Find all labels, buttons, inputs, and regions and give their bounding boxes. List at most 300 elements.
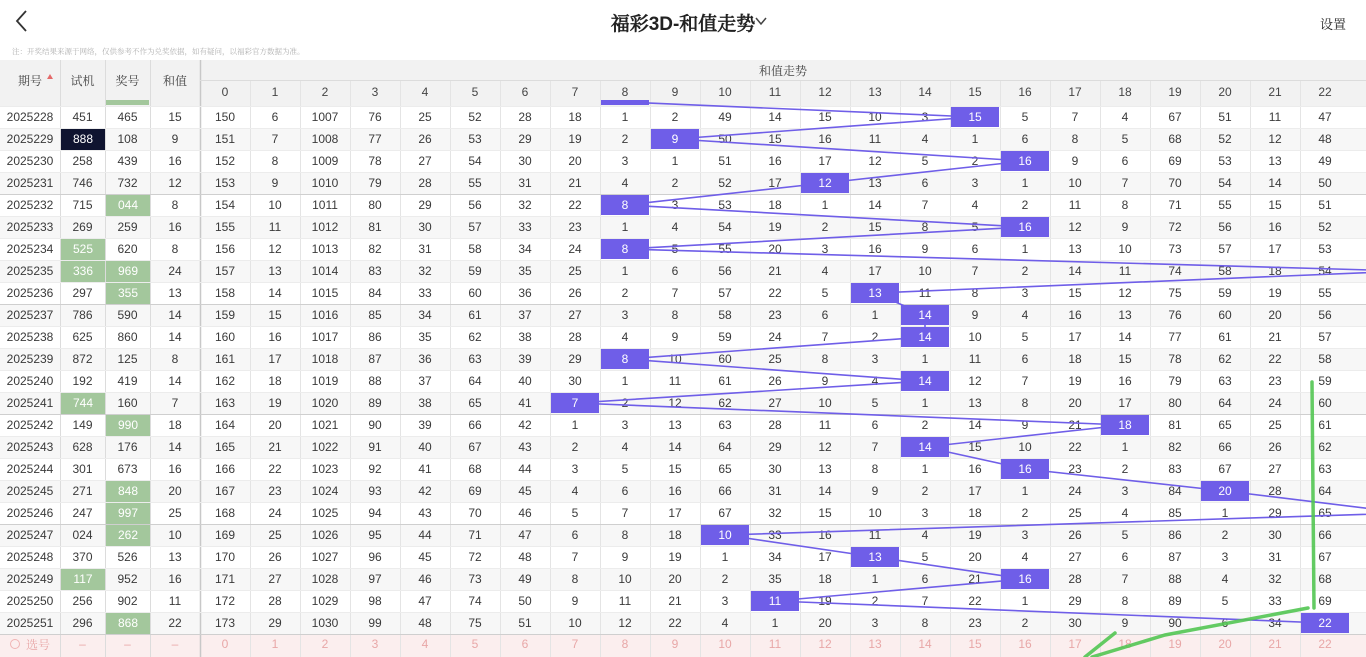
- omission-cell: 88: [368, 374, 382, 388]
- omission-cell: 33: [1268, 594, 1282, 608]
- omission-cell: 1007: [311, 110, 339, 124]
- omission-cell: 159: [214, 308, 236, 322]
- sum-col-13: 13: [868, 85, 882, 99]
- omission-cell: 28: [418, 176, 432, 190]
- settings-button[interactable]: 设置: [1319, 17, 1346, 32]
- omission-cell: 16: [268, 330, 282, 344]
- omission-cell: 26: [568, 286, 582, 300]
- omission-cell: 153: [214, 176, 236, 190]
- omission-cell: 85: [1168, 506, 1182, 520]
- omission-cell: 27: [418, 154, 432, 168]
- omission-cell: 156: [214, 242, 236, 256]
- test-number: 872: [72, 352, 93, 366]
- omission-cell: 81: [1168, 418, 1182, 432]
- omission-cell: 20: [268, 418, 282, 432]
- omission-cell: 2: [1021, 264, 1029, 278]
- sum-value: 9: [171, 132, 179, 146]
- omission-cell: 66: [718, 484, 732, 498]
- omission-cell: 1: [771, 616, 779, 630]
- omission-cell: 45: [518, 484, 532, 498]
- omission-cell: 3: [921, 506, 929, 520]
- omission-cell: 33: [768, 528, 782, 542]
- omission-cell: 19: [1268, 286, 1282, 300]
- omission-cell: 2: [1121, 462, 1129, 476]
- omission-cell: 54: [1318, 264, 1332, 278]
- table-row: [0, 194, 1366, 216]
- omission-cell: 2: [671, 110, 679, 124]
- sum-trend-group-title: 和值走势: [758, 63, 807, 78]
- omission-cell: 58: [1218, 264, 1232, 278]
- omission-cell: 17: [968, 484, 982, 498]
- select-number-9[interactable]: 9: [671, 637, 679, 651]
- omission-cell: 1010: [311, 176, 339, 190]
- omission-cell: 66: [468, 418, 482, 432]
- omission-cell: 31: [768, 484, 782, 498]
- omission-cell: 6: [671, 264, 679, 278]
- table-row: [0, 436, 1366, 458]
- omission-cell: 19: [768, 220, 782, 234]
- sum-value: 8: [171, 242, 179, 256]
- accent-strip: [106, 100, 149, 105]
- omission-cell: 18: [668, 528, 682, 542]
- omission-cell: 88: [1168, 572, 1182, 586]
- omission-cell: 29: [568, 352, 582, 366]
- omission-cell: 11: [818, 418, 832, 432]
- omission-cell: 3: [871, 616, 879, 630]
- omission-cell: 1: [1021, 176, 1029, 190]
- omission-cell: 1017: [311, 330, 339, 344]
- omission-cell: 24: [1068, 484, 1082, 498]
- omission-cell: 29: [268, 616, 282, 630]
- omission-cell: 61: [1318, 418, 1332, 432]
- issue-number: 2025237: [6, 308, 54, 322]
- test-number: 258: [72, 154, 93, 168]
- table-row: [0, 568, 1366, 590]
- omission-cell: 63: [468, 352, 482, 366]
- omission-cell: 4: [921, 528, 929, 542]
- omission-cell: 30: [568, 374, 582, 388]
- select-number-5[interactable]: 5: [471, 637, 479, 651]
- omission-cell: 11: [1268, 110, 1282, 124]
- issue-number: 2025246: [6, 506, 54, 520]
- omission-cell: 30: [518, 154, 532, 168]
- test-number: 625: [72, 330, 93, 344]
- omission-cell: 64: [468, 374, 482, 388]
- omission-cell: 72: [1168, 220, 1182, 234]
- omission-cell: 29: [418, 198, 432, 212]
- omission-cell: 1014: [311, 264, 339, 278]
- omission-cell: 19: [1068, 374, 1082, 388]
- test-number: 024: [72, 528, 93, 542]
- issue-number: 2025239: [6, 352, 54, 366]
- test-number: 888: [61, 128, 105, 150]
- table-row: [0, 590, 1366, 612]
- test-number: 336: [61, 260, 105, 282]
- winning-number: 465: [117, 110, 138, 124]
- omission-cell: 1029: [311, 594, 339, 608]
- select-number-1[interactable]: 1: [271, 637, 279, 651]
- issue-number: 2025249: [6, 572, 54, 586]
- omission-cell: 64: [1318, 484, 1332, 498]
- omission-cell: 63: [1218, 374, 1232, 388]
- test-header: 试机: [70, 73, 95, 88]
- omission-cell: 151: [214, 132, 236, 146]
- winning-number: 125: [117, 352, 138, 366]
- omission-cell: 87: [1168, 550, 1182, 564]
- omission-cell: 2: [1021, 198, 1029, 212]
- omission-cell: 81: [368, 220, 382, 234]
- omission-cell: 18: [1068, 352, 1082, 366]
- omission-cell: 87: [368, 352, 382, 366]
- omission-cell: 57: [718, 286, 732, 300]
- omission-cell: 21: [968, 572, 982, 586]
- select-number-2[interactable]: 2: [321, 637, 329, 651]
- omission-cell: 47: [1318, 110, 1332, 124]
- omission-cell: 77: [368, 132, 382, 146]
- omission-cell: 60: [1218, 308, 1232, 322]
- omission-cell: 13: [1118, 308, 1132, 322]
- omission-cell: 57: [468, 220, 482, 234]
- omission-cell: 66: [1318, 528, 1332, 542]
- test-number: 525: [61, 238, 105, 260]
- omission-cell: 9: [1121, 220, 1129, 234]
- omission-cell: 17: [868, 264, 882, 278]
- omission-cell: 11: [918, 286, 932, 300]
- omission-cell: 71: [468, 528, 482, 542]
- omission-cell: 15: [768, 132, 782, 146]
- issue-number: 2025245: [6, 484, 54, 498]
- test-number: 301: [72, 462, 93, 476]
- omission-cell: 48: [418, 616, 432, 630]
- omission-cell: 15: [1268, 198, 1282, 212]
- table-row: [0, 480, 1366, 502]
- omission-cell: 9: [1121, 616, 1129, 630]
- omission-cell: 21: [1068, 418, 1082, 432]
- omission-cell: 1016: [311, 308, 339, 322]
- omission-cell: 6: [1221, 616, 1229, 630]
- table-row: [0, 238, 1366, 260]
- omission-cell: 34: [1268, 616, 1282, 630]
- circle-icon: [10, 639, 20, 649]
- omission-cell: 1: [1021, 594, 1029, 608]
- omission-cell: 52: [1218, 132, 1232, 146]
- omission-cell: 1: [621, 110, 629, 124]
- omission-cell: 8: [1021, 396, 1029, 410]
- sum-col-14: 14: [918, 85, 932, 99]
- omission-cell: 4: [671, 220, 679, 234]
- omission-cell: 162: [214, 374, 236, 388]
- omission-cell: 22: [768, 286, 782, 300]
- omission-cell: 15: [818, 506, 832, 520]
- table-row: [0, 370, 1366, 392]
- omission-cell: 26: [268, 550, 282, 564]
- omission-cell: 157: [214, 264, 236, 278]
- winning-number: 969: [106, 260, 150, 282]
- omission-cell: 58: [1318, 352, 1332, 366]
- sum-col-19: 19: [1168, 85, 1182, 99]
- omission-cell: 4: [921, 132, 929, 146]
- test-number: 744: [61, 392, 105, 414]
- test-number: 296: [72, 616, 93, 630]
- table-row: [0, 150, 1366, 172]
- omission-cell: 25: [768, 352, 782, 366]
- select-number-6[interactable]: 6: [521, 637, 529, 651]
- omission-cell: 67: [1168, 110, 1182, 124]
- select-number-4[interactable]: 4: [421, 637, 429, 651]
- select-number-17[interactable]: 17: [1068, 637, 1082, 651]
- omission-cell: 86: [1168, 528, 1182, 542]
- omission-cell: 80: [368, 198, 382, 212]
- sum-col-11: 11: [768, 85, 782, 99]
- test-number: 256: [72, 594, 93, 608]
- table-row: [0, 612, 1366, 634]
- sort-arrow-icon: [47, 74, 53, 79]
- omission-cell: 34: [418, 308, 432, 322]
- omission-cell: 12: [268, 242, 282, 256]
- trend-table: [0, 60, 1366, 657]
- select-number-3[interactable]: 3: [371, 637, 379, 651]
- sum-value: 15: [168, 110, 182, 124]
- omission-cell: 20: [668, 572, 682, 586]
- sum-hit-cell: 16: [1001, 459, 1049, 479]
- issue-number: 2025236: [6, 286, 54, 300]
- omission-cell: 10: [968, 330, 982, 344]
- omission-cell: 79: [1168, 374, 1182, 388]
- sum-col-10: 10: [718, 85, 732, 99]
- omission-cell: 82: [1168, 440, 1182, 454]
- omission-cell: 25: [418, 110, 432, 124]
- omission-cell: 89: [1168, 594, 1182, 608]
- omission-cell: 1028: [311, 572, 339, 586]
- title-dropdown[interactable]: [600, 6, 770, 38]
- omission-cell: 5: [971, 220, 979, 234]
- sum-value: 12: [168, 176, 182, 190]
- omission-cell: 4: [621, 176, 629, 190]
- omission-cell: 12: [668, 396, 682, 410]
- omission-cell: 7: [271, 132, 279, 146]
- omission-cell: 53: [1318, 242, 1332, 256]
- omission-cell: 24: [568, 242, 582, 256]
- select-number-20[interactable]: 20: [1218, 637, 1232, 651]
- select-number-19[interactable]: 19: [1168, 637, 1182, 651]
- omission-cell: 35: [418, 330, 432, 344]
- omission-cell: 165: [214, 440, 236, 454]
- select-number-8[interactable]: 8: [621, 637, 629, 651]
- omission-cell: 21: [568, 176, 582, 190]
- omission-cell: 59: [468, 264, 482, 278]
- omission-cell: 28: [518, 110, 532, 124]
- issue-header[interactable]: 期号: [17, 73, 42, 88]
- sum-value: 8: [171, 352, 179, 366]
- omission-cell: 25: [1068, 506, 1082, 520]
- omission-cell: 5: [1021, 330, 1029, 344]
- omission-cell: 44: [418, 528, 432, 542]
- omission-cell: 3: [721, 594, 729, 608]
- omission-cell: 48: [518, 550, 532, 564]
- table-row: [0, 524, 1366, 546]
- omission-cell: 4: [1121, 506, 1129, 520]
- select-number-14[interactable]: 14: [918, 637, 932, 651]
- omission-cell: 85: [368, 308, 382, 322]
- select-number-15[interactable]: 15: [968, 637, 982, 651]
- omission-cell: 67: [1318, 550, 1332, 564]
- omission-cell: 23: [1068, 462, 1082, 476]
- omission-cell: 83: [368, 264, 382, 278]
- sum-hit-cell: 16: [1001, 151, 1049, 171]
- omission-cell: 10: [268, 198, 282, 212]
- sum-value: 8: [171, 198, 179, 212]
- omission-cell: 1020: [311, 396, 339, 410]
- select-number-12[interactable]: 12: [818, 637, 832, 651]
- omission-cell: 24: [768, 330, 782, 344]
- omission-cell: 5: [821, 286, 829, 300]
- omission-cell: 22: [1068, 440, 1082, 454]
- winning-number: 673: [117, 462, 138, 476]
- omission-cell: 29: [768, 440, 782, 454]
- omission-cell: 7: [1021, 374, 1029, 388]
- sum-value: 14: [168, 330, 182, 344]
- omission-cell: 7: [671, 286, 679, 300]
- omission-cell: 1015: [311, 286, 339, 300]
- sum-hit-cell: 16: [1001, 569, 1049, 589]
- test-number: 370: [72, 550, 93, 564]
- omission-cell: 23: [268, 484, 282, 498]
- omission-cell: 32: [518, 198, 532, 212]
- omission-cell: 8: [1121, 198, 1129, 212]
- omission-cell: 1: [871, 308, 879, 322]
- omission-cell: 30: [418, 220, 432, 234]
- omission-cell: 24: [1268, 396, 1282, 410]
- select-number-22[interactable]: 22: [1318, 637, 1332, 651]
- omission-cell: 9: [671, 330, 679, 344]
- sum-hit-cell: 11: [751, 591, 799, 611]
- omission-cell: 28: [1268, 484, 1282, 498]
- issue-number: 2025241: [6, 396, 54, 410]
- select-number-0[interactable]: 0: [221, 637, 229, 651]
- test-number: 117: [61, 568, 105, 590]
- select-number-7[interactable]: 7: [571, 637, 579, 651]
- select-number-18[interactable]: 18: [1118, 637, 1132, 651]
- omission-cell: 51: [518, 616, 532, 630]
- omission-cell: 17: [818, 550, 832, 564]
- test-number: 269: [72, 220, 93, 234]
- omission-cell: 13: [1268, 154, 1282, 168]
- select-number-16[interactable]: 16: [1018, 637, 1032, 651]
- omission-cell: 89: [368, 396, 382, 410]
- omission-cell: 7: [821, 330, 829, 344]
- winning-number-header: 奖号: [115, 73, 140, 88]
- omission-cell: 16: [818, 132, 832, 146]
- omission-cell: 84: [1168, 484, 1182, 498]
- omission-cell: 18: [968, 506, 982, 520]
- omission-cell: 8: [1071, 132, 1079, 146]
- select-number-13[interactable]: 13: [868, 637, 882, 651]
- omission-cell: 75: [1168, 286, 1182, 300]
- omission-cell: 26: [1068, 528, 1082, 542]
- omission-cell: 15: [668, 462, 682, 476]
- sum-col-3: 3: [371, 85, 379, 99]
- omission-cell: 12: [818, 440, 832, 454]
- omission-cell: 5: [921, 154, 929, 168]
- omission-cell: 50: [718, 132, 732, 146]
- omission-cell: 15: [1068, 286, 1082, 300]
- omission-cell: 96: [368, 550, 382, 564]
- test-number: 297: [72, 286, 93, 300]
- select-number-21[interactable]: 21: [1268, 637, 1282, 651]
- omission-cell: 1: [1221, 506, 1229, 520]
- omission-cell: 5: [671, 242, 679, 256]
- winning-number: 526: [117, 550, 138, 564]
- omission-cell: 40: [518, 374, 532, 388]
- omission-cell: 52: [468, 110, 482, 124]
- omission-cell: 4: [1221, 572, 1229, 586]
- omission-cell: 1: [721, 550, 729, 564]
- omission-cell: 154: [214, 198, 236, 212]
- omission-cell: 16: [1118, 374, 1132, 388]
- omission-cell: 20: [1068, 396, 1082, 410]
- top-bar: [0, 0, 1366, 44]
- omission-cell: 47: [518, 528, 532, 542]
- omission-cell: 6: [921, 572, 929, 586]
- sum-hit-cell: 15: [951, 107, 999, 127]
- table-row: [0, 546, 1366, 568]
- omission-cell: 73: [1168, 242, 1182, 256]
- omission-cell: 33: [518, 220, 532, 234]
- sum-col-16: 16: [1018, 85, 1032, 99]
- omission-cell: 1: [821, 198, 829, 212]
- sum-value: 16: [168, 220, 182, 234]
- omission-cell: 1: [621, 264, 629, 278]
- omission-cell: 160: [214, 330, 236, 344]
- omission-cell: 29: [1068, 594, 1082, 608]
- omission-cell: 20: [968, 550, 982, 564]
- omission-cell: 62: [1218, 352, 1232, 366]
- select-label[interactable]: [0, 634, 60, 654]
- omission-cell: 2: [1221, 528, 1229, 542]
- select-dash: –: [171, 637, 179, 651]
- omission-cell: 22: [568, 198, 582, 212]
- test-number: 786: [72, 308, 93, 322]
- omission-cell: 1: [671, 154, 679, 168]
- omission-cell: 21: [1268, 330, 1282, 344]
- omission-cell: 69: [468, 484, 482, 498]
- select-number-11[interactable]: 11: [768, 637, 782, 651]
- select-number-10[interactable]: 10: [718, 637, 732, 651]
- sum-hit-cell: 10: [701, 525, 749, 545]
- test-number: 628: [72, 440, 93, 454]
- omission-cell: 2: [821, 220, 829, 234]
- table-row: [0, 172, 1366, 194]
- omission-cell: 62: [468, 330, 482, 344]
- issue-number: 2025238: [6, 330, 54, 344]
- omission-cell: 63: [718, 418, 732, 432]
- omission-cell: 3: [1021, 286, 1029, 300]
- omission-cell: 11: [1068, 198, 1082, 212]
- omission-cell: 12: [1068, 220, 1082, 234]
- omission-cell: 54: [1218, 176, 1232, 190]
- sum-hit-cell: 14: [901, 327, 949, 347]
- sum-col-1: 1: [271, 85, 279, 99]
- sum-header: 和值: [162, 73, 187, 88]
- page-title: 福彩3D-和值走势: [610, 14, 756, 35]
- omission-cell: 61: [1218, 330, 1232, 344]
- omission-cell: 15: [968, 440, 982, 454]
- sum-value: 14: [168, 308, 182, 322]
- omission-cell: 1: [971, 132, 979, 146]
- omission-cell: 11: [618, 594, 632, 608]
- omission-cell: 20: [568, 154, 582, 168]
- back-button[interactable]: [8, 6, 38, 36]
